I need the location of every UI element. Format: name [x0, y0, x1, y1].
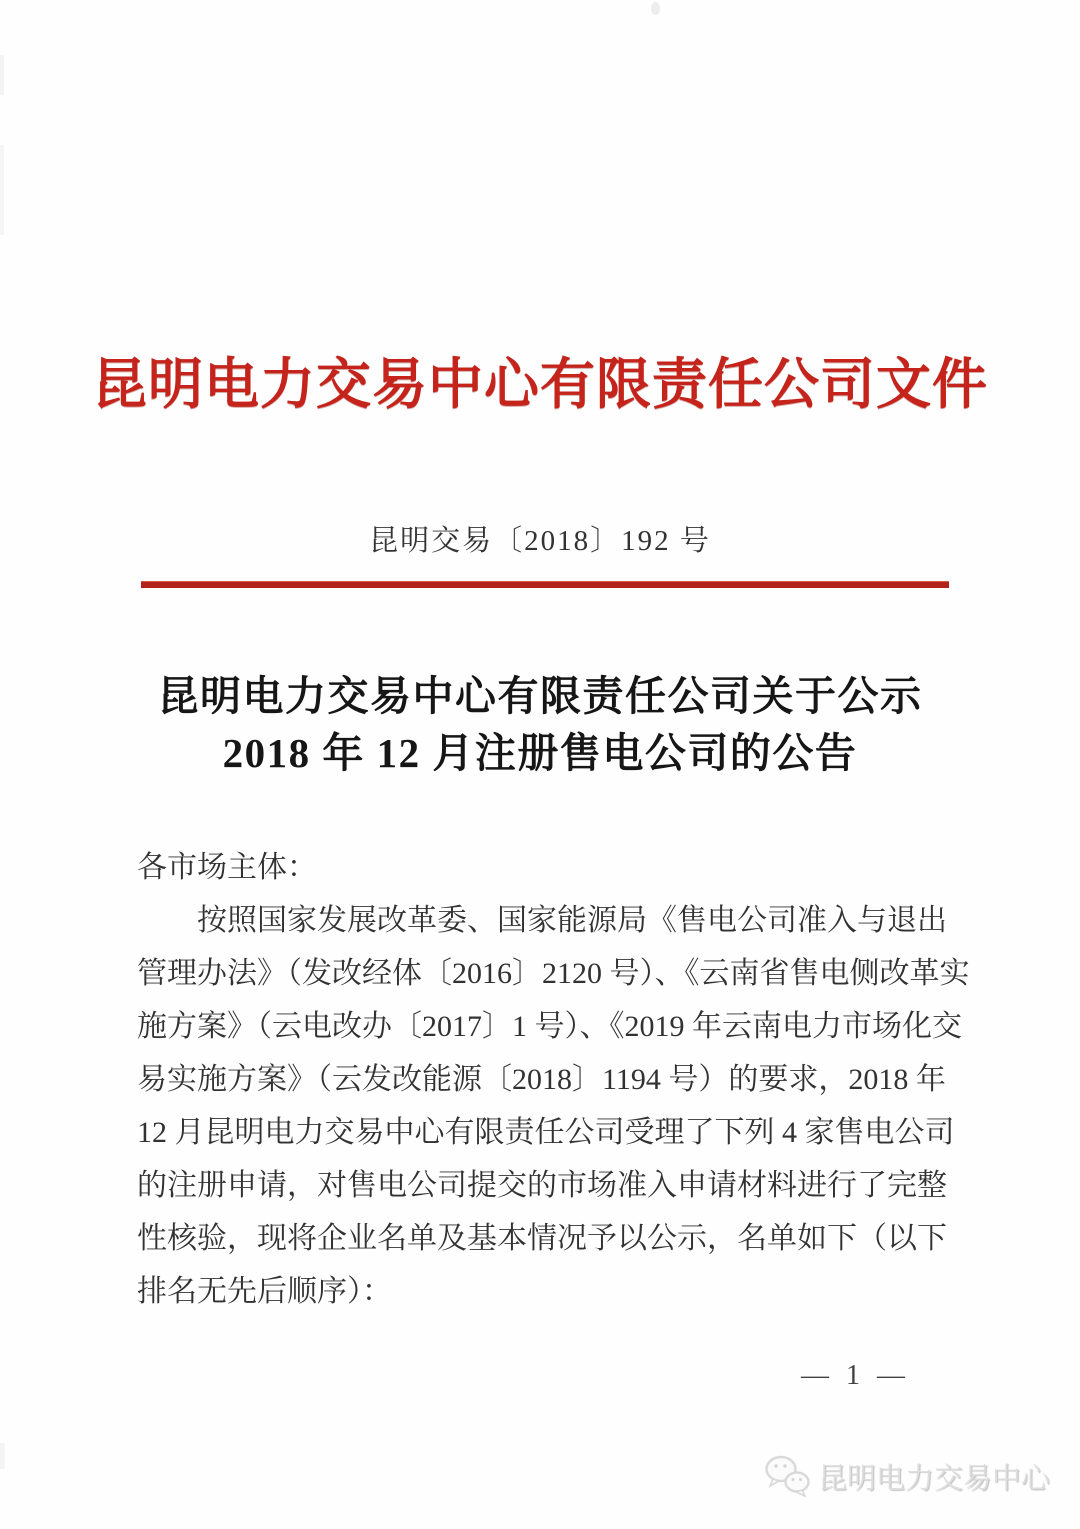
letterhead-org-title: 昆明电力交易中心有限责任公司文件: [91, 354, 988, 415]
body-line: 排名无先后顺序）：: [137, 1275, 392, 1308]
announcement-title: [0, 668, 1080, 782]
footer-watermark-text: 昆明电力交易中心: [817, 1462, 1050, 1495]
body-line: 按照国家发展改革委、国家能源局《售电公司准入与退出: [197, 904, 947, 937]
body-line: 的注册申请，对售电公司提交的市场准入申请材料进行了完整: [137, 1169, 947, 1202]
wechat-icon: [762, 1453, 812, 1499]
letterhead-divider-rule: [141, 581, 949, 588]
scan-artifact: [0, 145, 4, 235]
announcement-title-line1: 昆明电力交易中心有限责任公司关于公示: [157, 673, 923, 719]
announcement-title-line2: 2018 年 12 月注册售电公司的公告: [222, 730, 858, 776]
scan-artifact: [0, 55, 4, 95]
announcement-body: [137, 841, 970, 1318]
salutation-line: 各市场主体：: [137, 851, 317, 884]
scan-artifact: [651, 2, 660, 15]
body-line: 管理办法》（发改经体〔2016〕2120 号）、《云南省售电侧改革实: [137, 957, 970, 990]
document-number: 昆明交易〔2018〕192 号: [369, 525, 711, 557]
body-line: 施方案》（云电改办〔2017〕1 号）、《2019 年云南电力市场化交: [137, 1010, 962, 1043]
page-number: — 1 —: [801, 1360, 910, 1391]
body-line: 12 月昆明电力交易中心有限责任公司受理了下列 4 家售电公司: [137, 1116, 955, 1149]
body-line: 易实施方案》（云发改能源〔2018〕1194 号）的要求，2018 年: [137, 1063, 946, 1096]
footer-watermark: [762, 1453, 1050, 1499]
scan-artifact: [0, 1443, 5, 1469]
body-line: 性核验，现将企业名单及基本情况予以公示，名单如下（以下: [137, 1222, 947, 1255]
